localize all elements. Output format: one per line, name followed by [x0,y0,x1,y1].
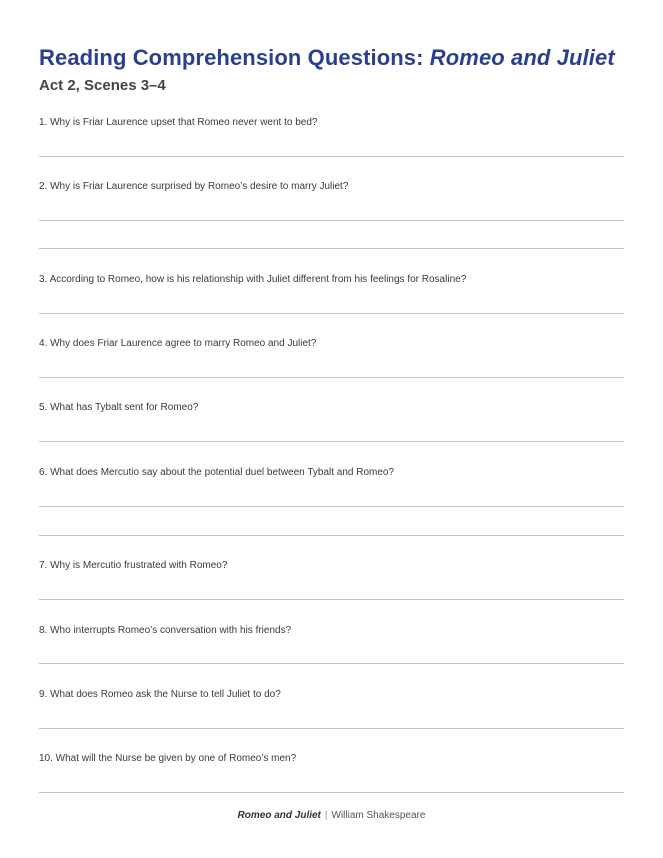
footer-work-title: Romeo and Juliet [237,810,321,821]
question-2: 2. Why is Friar Laurence surprised by Romeo’s desire to marry Juliet? [39,181,349,192]
footer-author: William Shakespeare [331,810,426,821]
answer-line-5a[interactable] [39,441,624,442]
answer-line-6b[interactable] [39,535,624,536]
title-work: Romeo and Juliet [429,45,615,70]
question-10: 10. What will the Nurse be given by one of Romeo’s men? [39,753,297,764]
footer-separator: | [324,810,328,821]
question-8: 8. Who interrupts Romeo’s conversation with his friends? [39,625,292,636]
question-9: 9. What does Romeo ask the Nurse to tell Juliet to do? [39,689,281,700]
question-7: 7. Why is Mercutio frustrated with Romeo? [39,560,228,571]
page-title [39,45,615,71]
page-footer [0,810,663,821]
title-prefix: Reading Comprehension Questions: [39,45,430,70]
answer-line-1a[interactable] [39,156,624,157]
question-3: 3. According to Romeo, how is his relationship with Juliet different from his feelings for Rosaline? [39,274,467,285]
answer-line-4a[interactable] [39,377,624,378]
answer-line-9a[interactable] [39,728,624,729]
question-5: 5. What has Tybalt sent for Romeo? [39,402,199,413]
answer-line-3a[interactable] [39,313,624,314]
answer-line-2a[interactable] [39,220,624,221]
answer-line-7a[interactable] [39,599,624,600]
answer-line-2b[interactable] [39,248,624,249]
question-6: 6. What does Mercutio say about the potential duel between Tybalt and Romeo? [39,467,395,478]
answer-line-6a[interactable] [39,506,624,507]
answer-line-8a[interactable] [39,663,624,664]
page-subtitle: Act 2, Scenes 3–4 [39,77,166,94]
question-1: 1. Why is Friar Laurence upset that Romeo never went to bed? [39,117,318,128]
answer-line-10a[interactable] [39,792,624,793]
question-4: 4. Why does Friar Laurence agree to marry Romeo and Juliet? [39,338,317,349]
